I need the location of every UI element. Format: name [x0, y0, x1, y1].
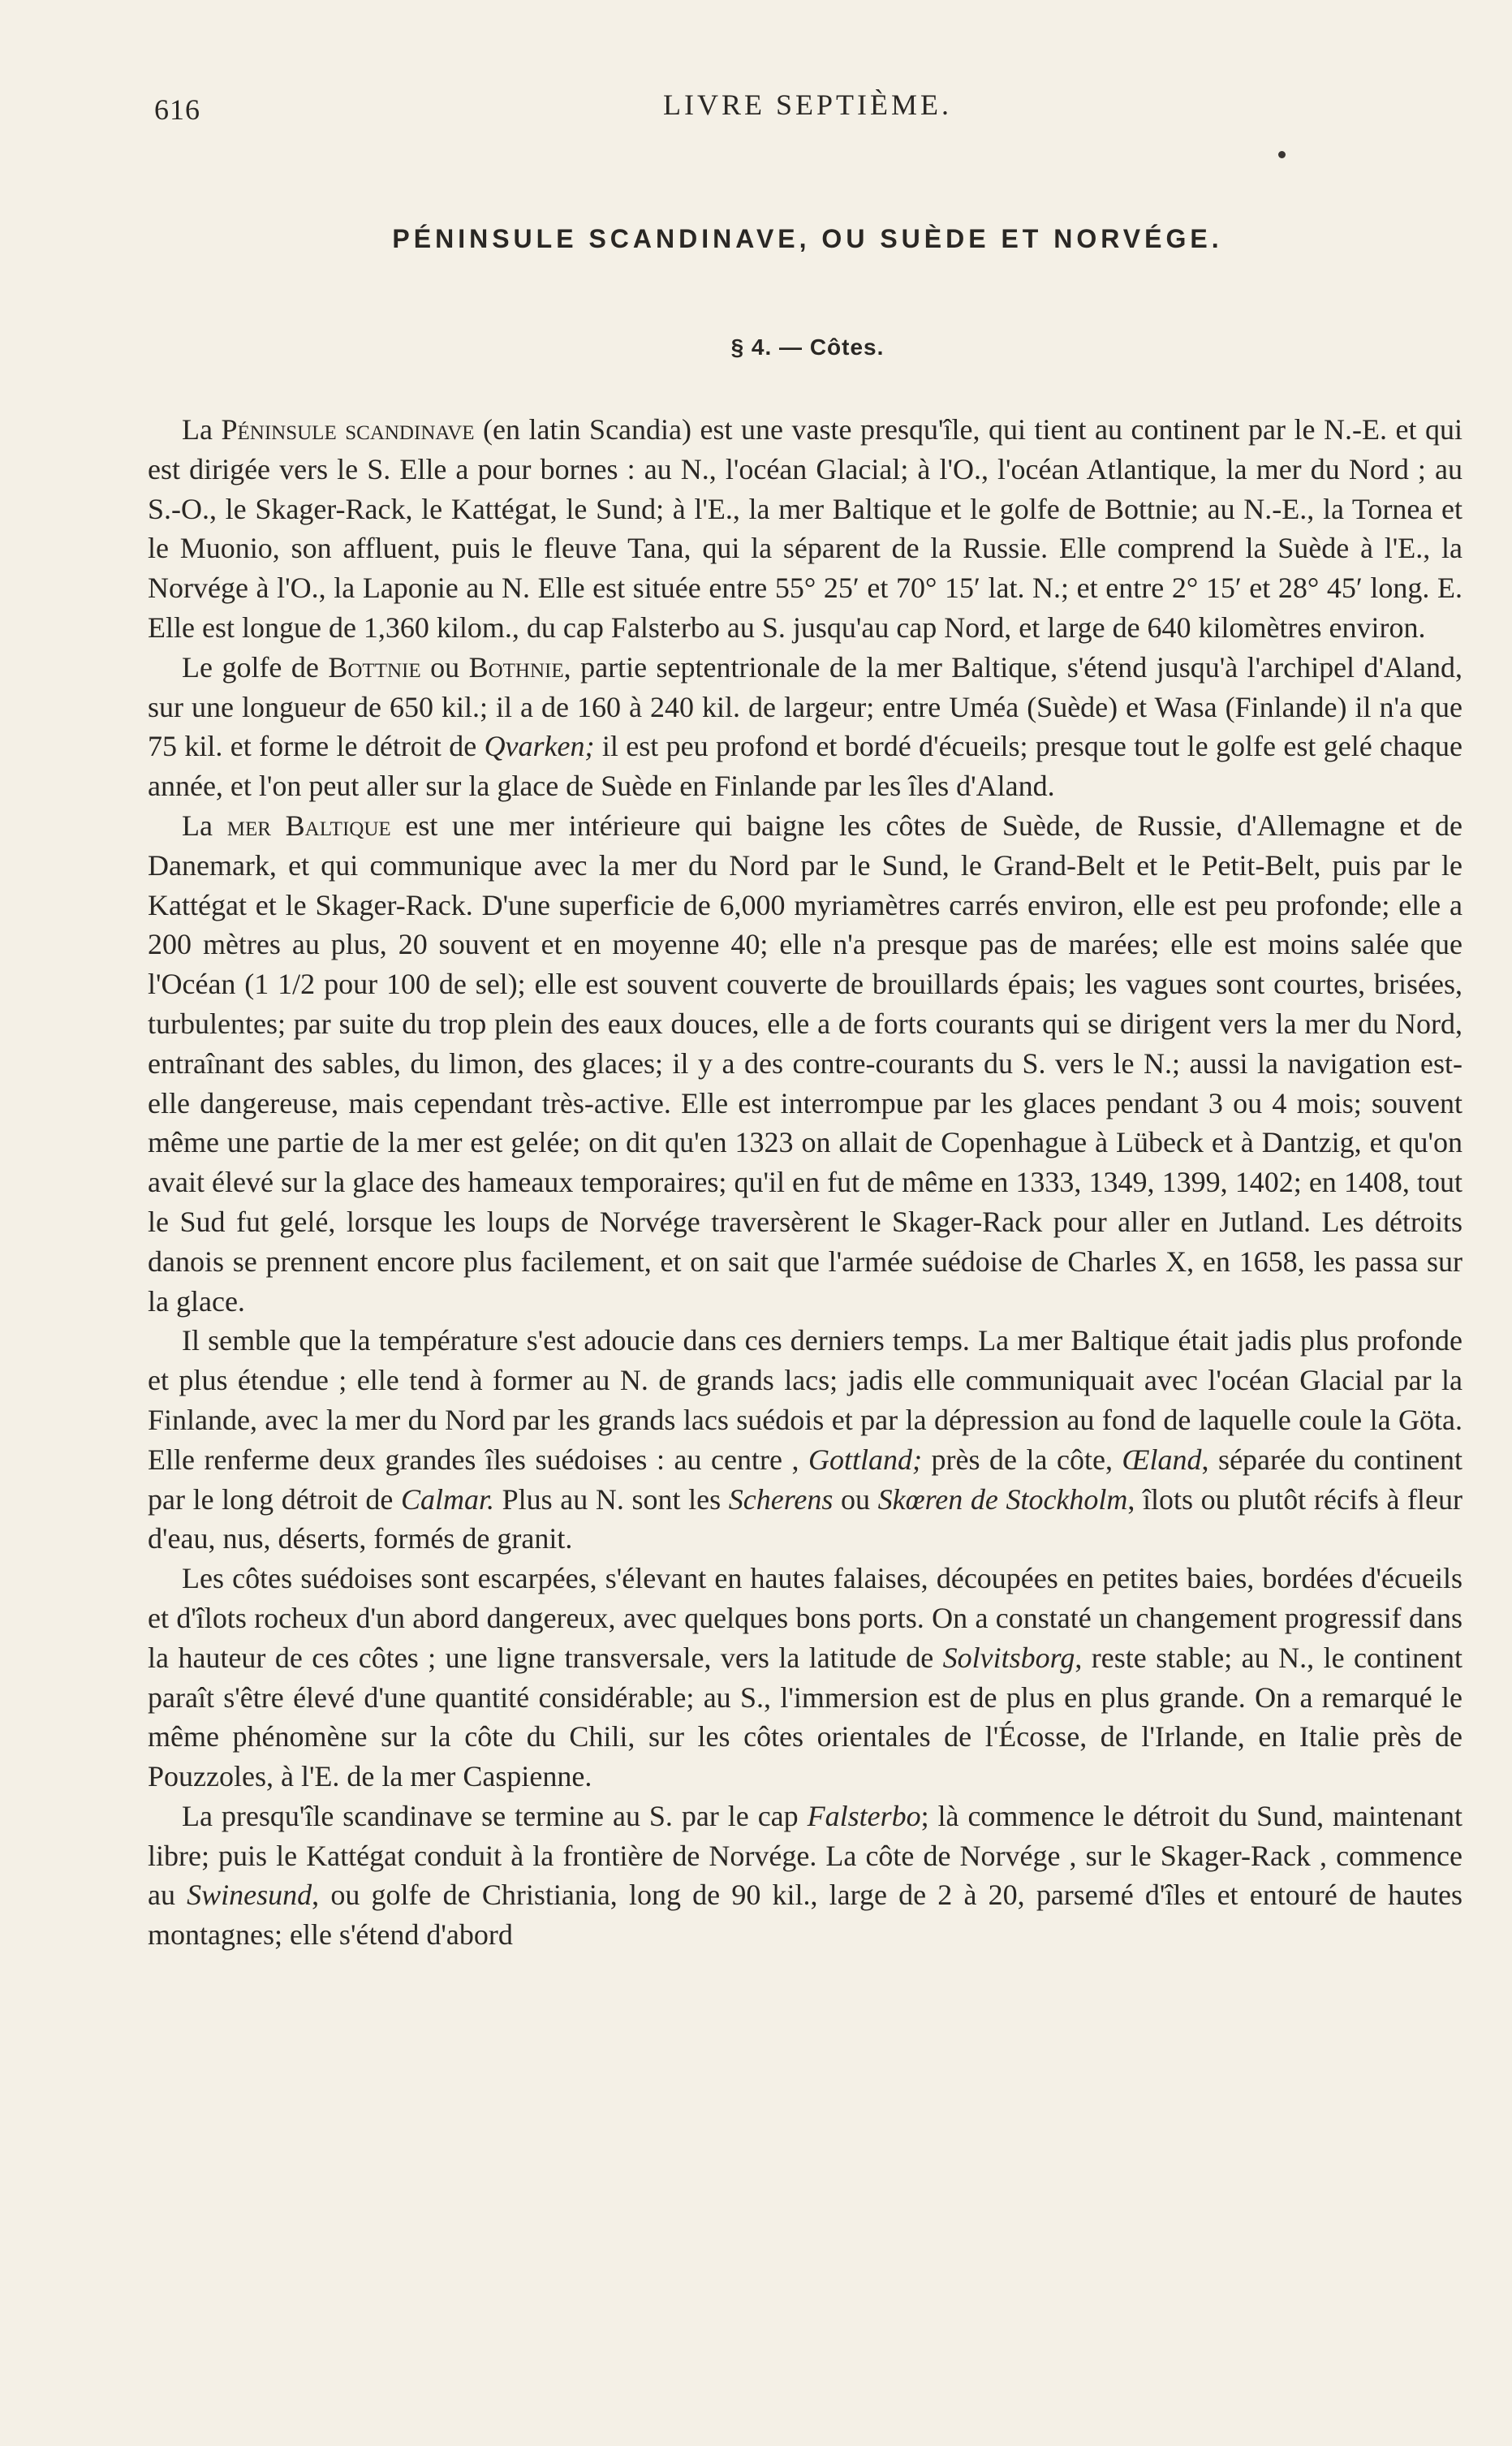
chapter-title: PÉNINSULE SCANDINAVE, OU SUÈDE ET NORVÉGE.: [392, 224, 1223, 253]
small-caps-term: mer Baltique: [226, 809, 391, 842]
small-caps-term: Bottnie: [328, 650, 421, 684]
italic-term: Solvitsborg: [942, 1641, 1075, 1674]
paragraph-peninsula: [148, 410, 1462, 648]
paragraph-cape-falsterbo: [148, 1797, 1462, 1955]
text-run: , partie septentrionale de la mer Baltique, s'étend jusqu'à l'archipel d'Aland, sur une longueur de 650 kil.; il a de 160 à 240 kil. de largeur; entre Uméa (Suède) et Wasa (Finlande) il n'a que 75 kil. et forme le détroit de: [148, 650, 1463, 763]
text-run: La presqu'île scandinave se termine au S. par le cap: [182, 1799, 808, 1832]
paragraph-gulf-of-bothnia: [148, 648, 1462, 806]
paragraph-baltic-sea: [148, 806, 1462, 1321]
italic-term: Qvarken;: [484, 730, 595, 763]
text-run: La: [182, 809, 227, 842]
italic-term: Falsterbo: [807, 1799, 921, 1832]
italic-term: Skœren de Stockholm: [877, 1482, 1128, 1516]
text-run: ; là commence le détroit du Sund, maintenant libre; puis le Kattégat conduit à la frontière de Norvége. La côte de Norvége , sur le Skager-Rack , commence au: [148, 1799, 1462, 1912]
paragraph-swedish-coasts: [148, 1559, 1462, 1797]
text-run: La: [182, 413, 222, 446]
text-run: , reste stable; au N., le continent paraît s'être élevé d'une quantité considérable; au S., l'immersion est de plus en plus grande. On a remarqué le même phénomène sur la côte du Chili, sur les côtes orientales de l'Écosse, de l'Irlande, en Italie près de Pouzzoles, à l'E. de la mer Caspienne.: [148, 1641, 1462, 1793]
ink-spot: [1278, 151, 1286, 158]
text-run: ou: [420, 650, 469, 684]
page-number: 616: [154, 93, 200, 126]
text-run: est une mer intérieure qui baigne les côtes de Suède, de Russie, d'Allemagne et de Danemark, et qui communique avec la mer du Nord par le Sund, le Grand-Belt et le Petit-Belt, puis par le Kattégat et le Skager-Rack. D'une superficie de 6,000 myriamètres carrés environ, elle est peu profonde; elle a 200 mètres au plus, 20 souvent et en moyenne 40; elle n'a presque pas de marées; elle est moins salée que l'Océan (1 1/2 pour 100 de sel); elle est souvent couverte de brouillards épais; les vagues sont courtes, brisées, turbulentes; par suite du trop plein des eaux douces, elle a de forts courants qui se dirigent vers la mer du Nord, entraînant des sables, du limon, des glaces; il y a des contre-courants du S. vers le N.; aussi la navigation est-elle dangereuse, mais cependant très-active. Elle est interrompue par les glaces pendant 3 ou 4 mois; souvent même une partie de la mer est gelée; on dit qu'en 1323 on allait de Copenhague à Lübeck et à Dantzig, et qu'on avait élevé sur la glace des hameaux temporaires; qu'il en fut de même en 1333, 1349, 1399, 1402; en 1408, tout le Sud fut gelé, lorsque les loups de Norvége traversèrent le Skager-Rack pour aller en Jutland. Les détroits danois se prennent encore plus facilement, et on sait que l'armée suédoise de Charles X, en 1658, les passa sur la glace.: [148, 809, 1463, 1318]
text-run: ou: [833, 1482, 878, 1516]
page-header: [154, 81, 1461, 130]
section-title: § 4. — Côtes.: [730, 334, 885, 360]
text-run: Il semble que la température s'est adoucie dans ces derniers temps. La mer Baltique était jadis plus profonde et plus étendue ; elle tend à former au N. de grands lacs; jadis elle communiquait avec l'océan Glacial par la Finlande, avec la mer du Nord par les grands lacs suédois et par la dépression au fond de laquelle coule la Göta. Elle renferme deux grandes îles suédoises : au centre ,: [148, 1324, 1462, 1476]
small-caps-term: Péninsule scandinave: [221, 413, 475, 446]
italic-term: Œland: [1122, 1443, 1202, 1476]
text-run: Le golfe de: [182, 650, 329, 684]
text-run: , îlots ou plutôt récifs à fleur d'eau, nus, déserts, formés de granit.: [148, 1482, 1463, 1555]
body-text: [148, 410, 1462, 1955]
text-run: (en latin Scandia) est une vaste presqu'île, qui tient au continent par le N.-E. et qui est dirigée vers le S. Elle a pour bornes : au N., l'océan Glacial; à l'O., l'océan Atlantique, la mer du Nord ; au S.-O., le Skager-Rack, le Kattégat, le Sund; à l'E., la mer Baltique et le golfe de Bottnie; au N.-E., la Tornea et le Muonio, son affluent, puis le fleuve Tana, qui la séparent de la Russie. Elle comprend la Suède à l'E., la Norvége à l'O., la Laponie au N. Elle est située entre 55° 25′ et 70° 15′ lat. N.; et entre 2° 15′ et 28° 45′ long. E. Elle est longue de 1,360 kilom., du cap Falsterbo au S. jusqu'au cap Nord, et large de 640 kilomètres environ.: [148, 413, 1462, 644]
italic-term: Swinesund: [187, 1879, 312, 1912]
italic-term: Calmar.: [400, 1482, 495, 1516]
text-run: Plus au N. sont les: [494, 1482, 729, 1516]
text-run: Les côtes suédoises sont escarpées, s'élevant en hautes falaises, découpées en petites baies, bordées d'écueils et d'îlots rocheux d'un abord dangereux, avec quelques bons ports. On a constaté un changement progressif dans la hauteur de ces côtes ; une ligne transversale, vers la latitude de: [148, 1562, 1462, 1674]
small-caps-term: Bothnie: [468, 650, 564, 684]
text-run: , ou golfe de Christiania, long de 90 kil., large de 2 à 20, parsemé d'îles et entouré de hautes montagnes; elle s'étend d'abord: [148, 1879, 1462, 1952]
paragraph-temperature: [148, 1321, 1462, 1559]
text-run: près de la côte,: [922, 1443, 1122, 1476]
text-run: il est peu profond et bordé d'écueils; presque tout le golfe est gelé chaque année, et l'on peut aller sur la glace de Suède en Finlande par les îles d'Aland.: [148, 730, 1462, 803]
italic-term: Scherens: [728, 1482, 834, 1516]
italic-term: Gottland;: [808, 1443, 922, 1476]
running-title: LIVRE SEPTIÈME.: [663, 88, 952, 121]
text-run: , séparée du continent par le long détroit de: [148, 1443, 1462, 1516]
